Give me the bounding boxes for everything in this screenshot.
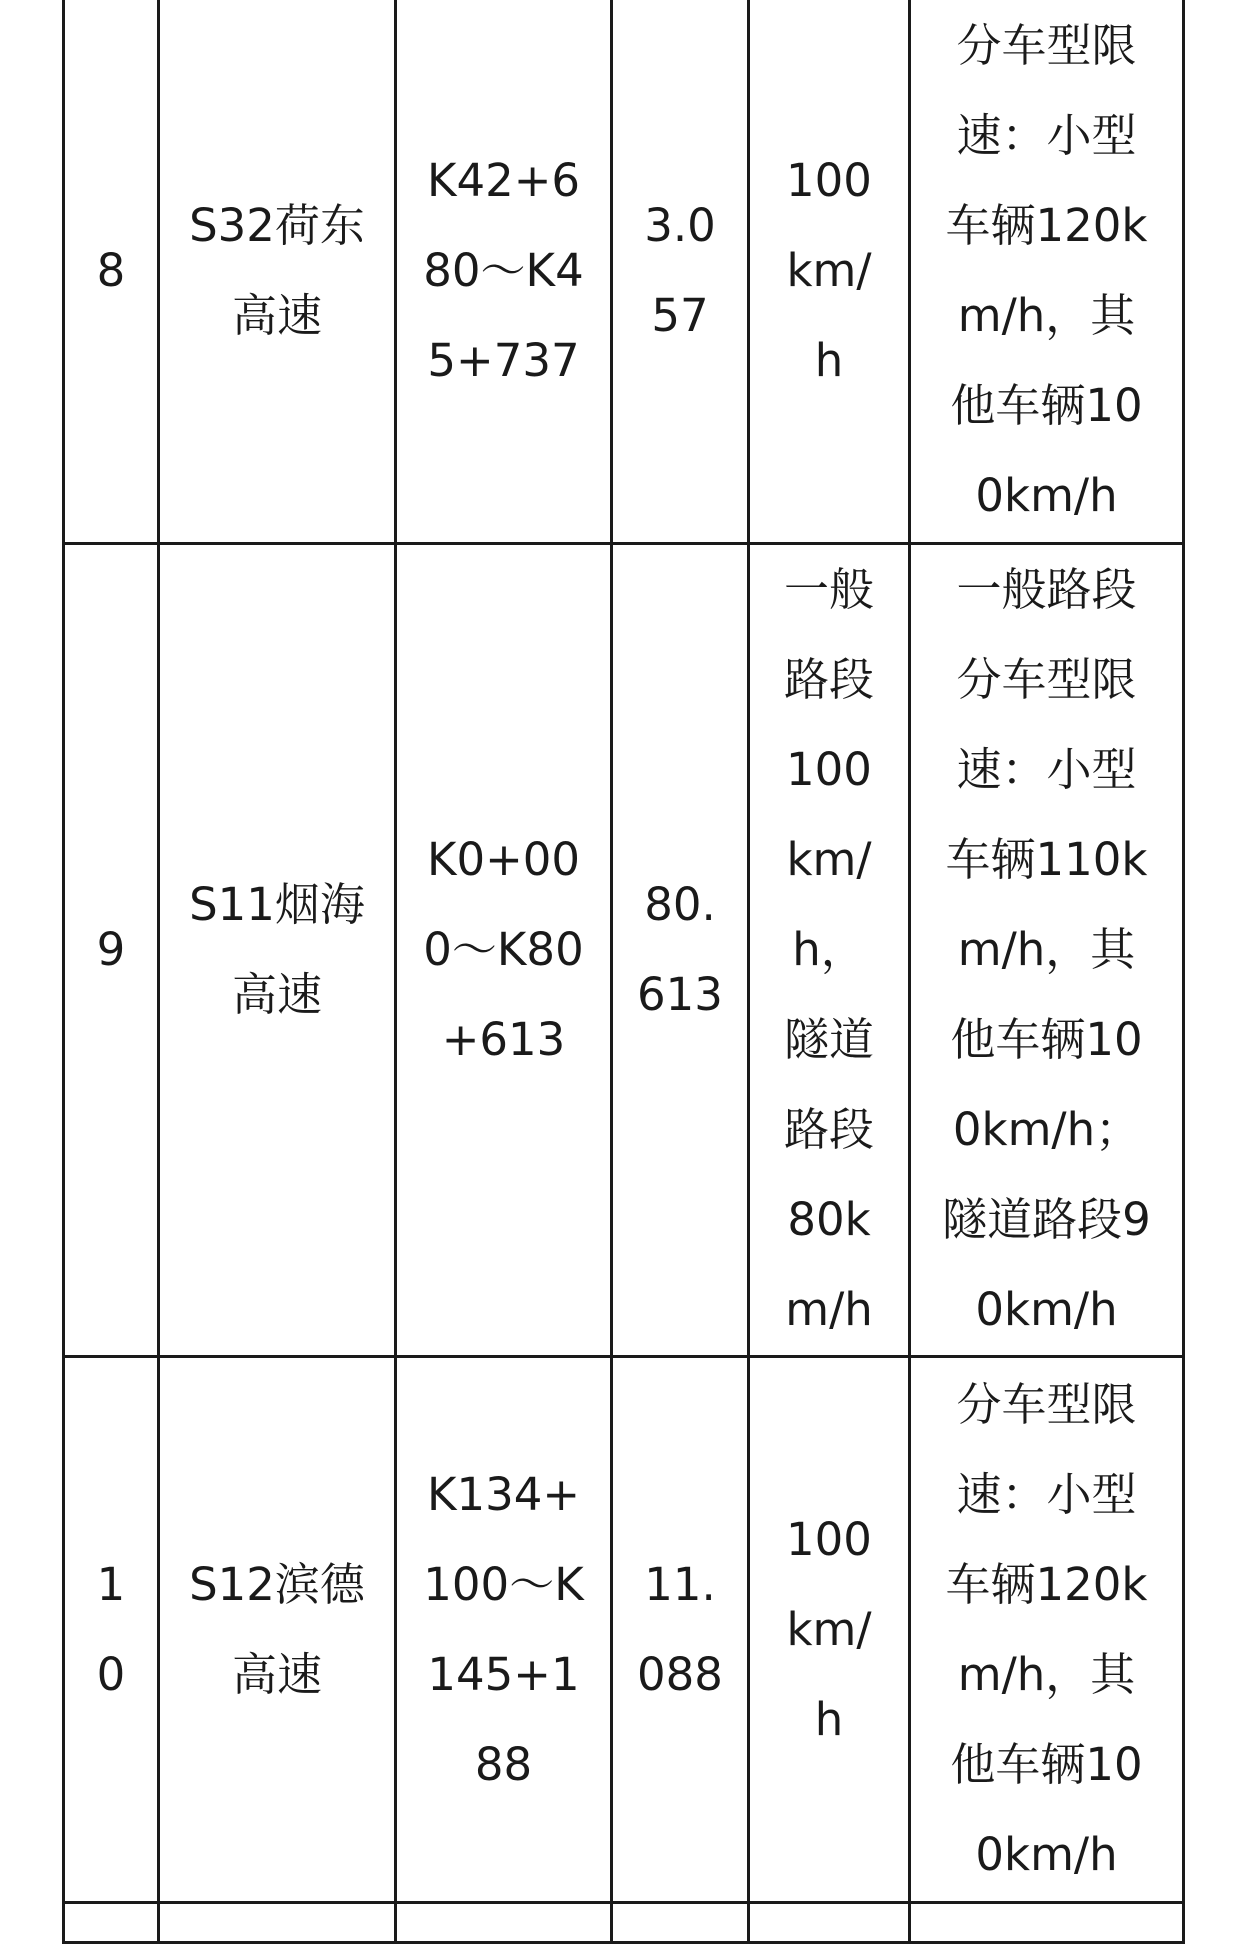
road-name-cell [159, 1357, 396, 1903]
road-name-cell [159, 0, 396, 544]
section-length: 80.613 [637, 878, 723, 1021]
stake-range-cell [396, 1357, 612, 1903]
row-index-cell [64, 1357, 159, 1903]
design-speed: 100km/h [786, 1512, 872, 1746]
speed-limit-cell [910, 544, 1184, 1357]
length-cell [612, 544, 749, 1357]
row-index: 8 [96, 243, 126, 297]
empty-cell [612, 1903, 749, 1943]
road-name: S32荷东高速 [189, 198, 365, 342]
section-length: 11.088 [637, 1557, 723, 1701]
design-speed: 100km/h [786, 153, 872, 387]
empty-cell [396, 1903, 612, 1943]
table-row [64, 544, 1184, 1357]
length-cell [612, 1357, 749, 1903]
design-speed-cell [749, 1357, 910, 1903]
road-name-cell [159, 544, 396, 1357]
stake-range-cell [396, 544, 612, 1357]
road-name: S12滨德高速 [189, 1557, 365, 1701]
design-speed: 一般路段100km/h，隧道路段80km/h [783, 563, 874, 1336]
speed-limit-table [62, 0, 1185, 1944]
empty-cell [749, 1903, 910, 1943]
empty-cell [159, 1903, 396, 1943]
row-index-cell [64, 0, 159, 544]
speed-limit: 一般路段分车型限速：小型车辆110km/h，其他车辆100km/h；隧道路段90km/h [942, 563, 1151, 1336]
speed-limit: 分车型限速：小型车辆120km/h，其他车辆100km/h [945, 1377, 1148, 1881]
row-index: 9 [96, 923, 126, 976]
table-row-partial [64, 1903, 1184, 1943]
speed-limit-cell [910, 1357, 1184, 1903]
length-cell [612, 0, 749, 544]
empty-cell [910, 1903, 1184, 1943]
section-length: 3.057 [644, 198, 716, 342]
table-row [64, 0, 1184, 544]
empty-cell [64, 1903, 159, 1943]
row-index-cell [64, 544, 159, 1357]
speed-limit-cell [910, 0, 1184, 544]
stake-range: K0+000～K80+613 [423, 833, 584, 1066]
stake-range: K42+680～K45+737 [423, 153, 584, 387]
table-row [64, 1357, 1184, 1903]
design-speed-cell [749, 0, 910, 544]
design-speed-cell [749, 544, 910, 1357]
row-index: 10 [96, 1557, 126, 1701]
stake-range: K134+100～K145+188 [423, 1467, 584, 1791]
road-name: S11烟海高速 [189, 878, 365, 1021]
stake-range-cell [396, 0, 612, 544]
speed-limit: 分车型限速：小型车辆120km/h，其他车辆100km/h [945, 18, 1148, 522]
